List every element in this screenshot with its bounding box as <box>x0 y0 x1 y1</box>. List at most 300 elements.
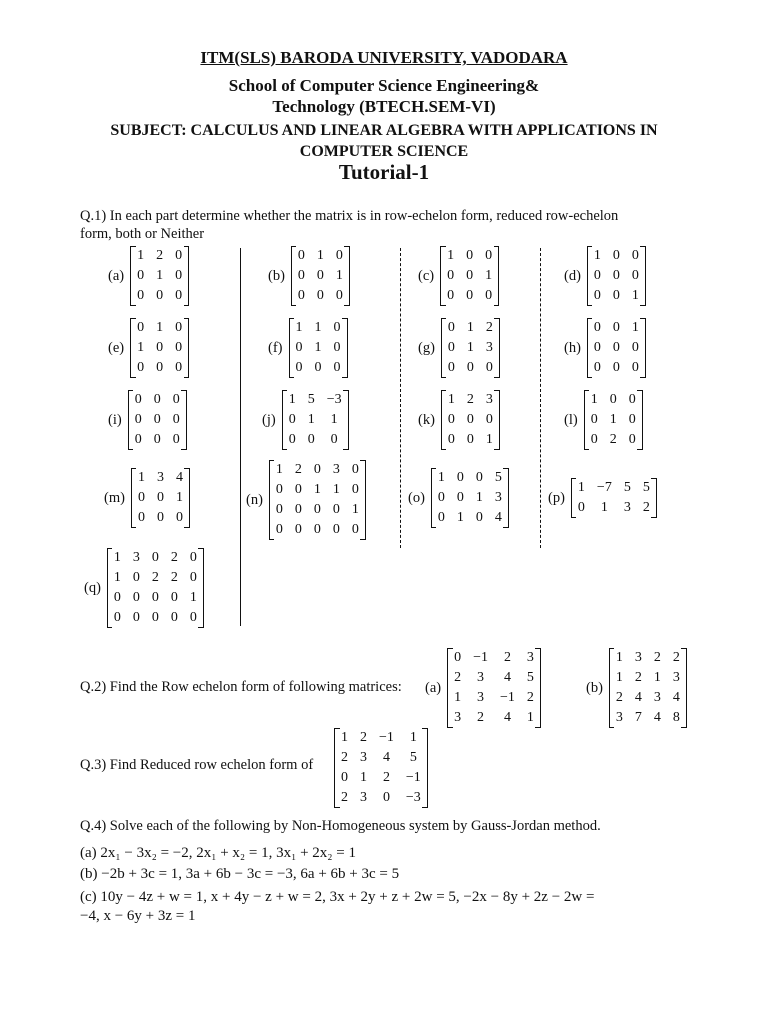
matrix-entry: 1 <box>456 510 464 525</box>
matrix-row <box>289 338 347 358</box>
matrix-row <box>107 548 203 568</box>
q4-text: Q.4) Solve each of the following by Non-Homogeneous system by Gauss-Jordan method. <box>80 818 601 834</box>
matrix-entry: 0 <box>175 360 183 375</box>
matrix-row <box>269 480 365 500</box>
matrix-entry: 0 <box>170 610 178 625</box>
q3-text: Q.3) Find Reduced row echelon form of <box>80 757 314 773</box>
matrix-grid <box>130 246 189 306</box>
matrix-entry: 0 <box>137 510 145 525</box>
matrix-entry: 0 <box>275 502 283 517</box>
matrix-label: (n) <box>246 491 263 508</box>
matrix-entry: 3 <box>494 490 502 505</box>
matrix-entry: 2 <box>526 690 534 705</box>
matrix-entry: 0 <box>297 268 305 283</box>
matrix-entry: 0 <box>294 502 302 517</box>
matrix-row <box>131 358 189 378</box>
matrix-entry: 1 <box>615 670 623 685</box>
matrix-row <box>131 266 189 286</box>
matrix-entry: 0 <box>137 288 145 303</box>
matrix-entry: 0 <box>466 360 474 375</box>
matrix-entry: 0 <box>475 510 483 525</box>
matrix-entry: 4 <box>494 510 502 525</box>
matrix-row <box>609 668 686 688</box>
matrix-entry: 2 <box>653 650 661 665</box>
matrix-row <box>289 318 347 338</box>
matrix-entry: 1 <box>156 268 164 283</box>
matrix-row <box>584 390 642 410</box>
matrix-entry: 0 <box>332 522 340 537</box>
matrix-entry: 2 <box>170 570 178 585</box>
matrix-row <box>448 708 541 728</box>
matrix-entry: 1 <box>475 490 483 505</box>
matrix-entry: 0 <box>333 340 341 355</box>
matrix-entry: −3 <box>326 392 342 407</box>
matrix-label: (m) <box>104 489 125 506</box>
matrix-grid <box>431 468 509 528</box>
matrix-entry: 0 <box>295 340 303 355</box>
matrix-row <box>587 266 645 286</box>
matrix-entry: 3 <box>132 550 140 565</box>
matrix-entry: 0 <box>172 392 180 407</box>
matrix-entry: 4 <box>653 710 661 725</box>
matrix-entry: 7 <box>634 710 642 725</box>
matrix-grid <box>441 390 500 450</box>
matrix-entry: 0 <box>447 360 455 375</box>
matrix-entry: 1 <box>485 268 493 283</box>
matrix-entry: 2 <box>156 248 164 263</box>
matrix-label: (b) <box>268 267 285 284</box>
matrix-entry: 0 <box>134 392 142 407</box>
matrix-entry: 1 <box>526 710 534 725</box>
matrix-entry: 0 <box>153 412 161 427</box>
matrix-entry: 0 <box>333 360 341 375</box>
q1-matrix-c <box>418 246 499 306</box>
matrix-row <box>609 708 686 728</box>
matrix-entry: 0 <box>628 392 636 407</box>
matrix-label: (j) <box>262 411 276 428</box>
matrix-entry: 0 <box>156 288 164 303</box>
matrix-entry: 2 <box>151 570 159 585</box>
matrix-row <box>441 266 499 286</box>
matrix-row <box>107 608 203 628</box>
matrix-entry: 0 <box>612 360 620 375</box>
matrix-entry: 0 <box>170 590 178 605</box>
matrix-entry: 1 <box>447 248 455 263</box>
matrix-entry: 0 <box>485 248 493 263</box>
matrix-entry: 2 <box>382 770 390 785</box>
matrix-label: (i) <box>108 411 122 428</box>
matrix-entry: 4 <box>503 670 511 685</box>
matrix-entry: 1 <box>631 320 639 335</box>
matrix-row <box>448 648 541 668</box>
matrix-entry: 0 <box>113 590 121 605</box>
matrix-entry: 1 <box>454 690 462 705</box>
matrix-entry: 0 <box>151 610 159 625</box>
column-divider-3 <box>540 248 541 548</box>
matrix-label: (l) <box>564 411 578 428</box>
matrix-entry: 2 <box>360 730 367 745</box>
matrix-entry: 1 <box>137 470 145 485</box>
matrix-entry: 0 <box>134 432 142 447</box>
matrix-entry: 2 <box>454 670 462 685</box>
matrix-entry: 0 <box>335 248 343 263</box>
matrix-entry: 1 <box>113 570 121 585</box>
matrix-entry: 0 <box>456 490 464 505</box>
matrix-entry: 3 <box>634 650 642 665</box>
matrix-entry: 0 <box>151 550 159 565</box>
matrix-entry: 0 <box>466 268 474 283</box>
matrix-entry: −1 <box>405 770 421 785</box>
q4-equation-c-line-1: (c) 10y − 4z + w = 1, x + 4y − z + w = 2, 3x + 2y + z + 2w = 5, −2x − 8y + 2z − 2w = <box>80 889 595 905</box>
matrix-entry: 1 <box>295 320 303 335</box>
matrix-entry: 0 <box>485 412 493 427</box>
matrix-grid <box>282 390 349 450</box>
matrix-entry: 3 <box>485 392 493 407</box>
matrix-entry: 1 <box>351 502 359 517</box>
matrix-label: (d) <box>564 267 581 284</box>
matrix-entry: 0 <box>295 360 303 375</box>
matrix-entry: 2 <box>634 670 642 685</box>
matrix-entry: 1 <box>156 320 164 335</box>
matrix-entry: 2 <box>341 750 348 765</box>
matrix-entry: 0 <box>466 248 474 263</box>
q1-matrix-m <box>104 468 190 528</box>
matrix-entry: 0 <box>590 432 598 447</box>
matrix-entry: 1 <box>314 320 322 335</box>
matrix-row <box>441 246 499 266</box>
q2-text: Q.2) Find the Row echelon form of following matrices: <box>80 679 402 695</box>
matrix-entry: 2 <box>170 550 178 565</box>
matrix-entry: 1 <box>600 500 608 515</box>
matrix-entry: 0 <box>314 360 322 375</box>
column-divider-2 <box>400 248 401 548</box>
matrix-entry: 0 <box>175 248 183 263</box>
q1-matrix-h <box>564 318 646 378</box>
q4-equation-b: (b) −2b + 3c = 1, 3a + 6b − 3c = −3, 6a + 6b + 3c = 5 <box>80 866 400 882</box>
matrix-entry: 0 <box>631 268 639 283</box>
matrix-entry: 0 <box>189 610 197 625</box>
matrix-entry: 0 <box>456 470 464 485</box>
matrix-entry: 0 <box>631 248 639 263</box>
matrix-grid <box>571 478 657 518</box>
matrix-row <box>441 318 499 338</box>
matrix-entry: 0 <box>612 340 620 355</box>
matrix-entry: 0 <box>294 482 302 497</box>
matrix-entry: 1 <box>332 482 340 497</box>
matrix-entry: 0 <box>316 268 324 283</box>
matrix-entry: −1 <box>379 730 394 745</box>
matrix-row <box>131 508 189 528</box>
matrix-entry: 1 <box>590 392 598 407</box>
matrix-label: (a) <box>425 679 442 696</box>
matrix-entry: 1 <box>137 248 145 263</box>
matrix-label: (e) <box>108 339 125 356</box>
matrix-entry: 3 <box>526 650 534 665</box>
matrix-entry: 0 <box>113 610 121 625</box>
matrix-entry: 5 <box>307 392 315 407</box>
matrix-entry: 0 <box>153 432 161 447</box>
school-line-2: Technology (BTECH.SEM-VI) <box>272 97 496 116</box>
matrix-entry: 5 <box>526 670 534 685</box>
matrix-grid <box>334 728 428 808</box>
q1-matrix-n <box>246 460 366 540</box>
school-line-1: School of Computer Science Engineering& <box>228 76 540 95</box>
matrix-entry: 0 <box>593 288 601 303</box>
matrix-row <box>282 410 348 430</box>
matrix-entry: 3 <box>360 790 367 805</box>
matrix-row <box>584 410 642 430</box>
matrix-entry: 0 <box>593 268 601 283</box>
matrix-row <box>571 478 656 498</box>
matrix-entry: 0 <box>297 248 305 263</box>
matrix-row <box>587 318 645 338</box>
matrix-entry: 0 <box>628 432 636 447</box>
matrix-entry: 0 <box>447 320 455 335</box>
matrix-entry: −3 <box>405 790 421 805</box>
matrix-entry: 0 <box>156 340 164 355</box>
matrix-entry: 1 <box>447 392 455 407</box>
matrix-entry: 1 <box>137 340 145 355</box>
matrix-grid <box>131 468 190 528</box>
matrix-entry: 0 <box>475 470 483 485</box>
q4-equation-a: (a) 2x₁ − 3x₂ = −2, 2x₁ + x₂ = 1, 3x₁ + 2x₂ = 1 <box>80 845 356 861</box>
matrix-row <box>609 688 686 708</box>
matrix-entry: 3 <box>653 690 661 705</box>
q1-matrix-b <box>268 246 350 306</box>
matrix-row <box>107 568 203 588</box>
matrix-entry: 1 <box>631 288 639 303</box>
matrix-entry: 4 <box>175 470 183 485</box>
matrix-entry: 0 <box>341 770 348 785</box>
matrix-entry: 0 <box>330 432 338 447</box>
matrix-entry: 0 <box>156 510 164 525</box>
matrix-entry: 0 <box>332 502 340 517</box>
matrix-grid <box>441 318 500 378</box>
matrix-entry: 0 <box>175 268 183 283</box>
matrix-entry: 0 <box>447 268 455 283</box>
q1-matrix-f <box>268 318 348 378</box>
matrix-entry: 0 <box>466 412 474 427</box>
matrix-grid <box>440 246 499 306</box>
matrix-entry: 1 <box>485 432 493 447</box>
subject-title <box>0 120 768 162</box>
matrix-label: (k) <box>418 411 435 428</box>
q2-matrix-a <box>425 648 541 728</box>
matrix-entry: 0 <box>172 412 180 427</box>
matrix-row <box>584 430 642 450</box>
matrix-entry: 0 <box>156 360 164 375</box>
matrix-entry: 0 <box>593 340 601 355</box>
matrix-entry: 1 <box>307 412 315 427</box>
q1-matrix-q <box>84 548 204 628</box>
matrix-entry: 5 <box>409 750 417 765</box>
matrix-entry: 2 <box>294 462 302 477</box>
matrix-entry: 0 <box>612 320 620 335</box>
matrix-row <box>289 358 347 378</box>
matrix-entry: 0 <box>275 522 283 537</box>
matrix-entry: 1 <box>653 670 661 685</box>
matrix-row <box>431 508 508 528</box>
matrix-entry: 3 <box>623 500 631 515</box>
matrix-row <box>269 520 365 540</box>
matrix-entry: 0 <box>132 570 140 585</box>
q1-matrix-a <box>108 246 189 306</box>
matrix-entry: 1 <box>330 412 338 427</box>
matrix-row <box>448 668 541 688</box>
matrix-entry: 0 <box>156 490 164 505</box>
q1-text-line-1: Q.1) In each part determine whether the matrix is in row-echelon form, reduced row-echelon <box>80 208 619 224</box>
matrix-entry: 0 <box>294 522 302 537</box>
matrix-row <box>291 286 349 306</box>
matrix-entry: 2 <box>609 432 617 447</box>
matrix-row <box>291 266 349 286</box>
matrix-entry: 5 <box>642 480 650 495</box>
matrix-entry: 1 <box>314 340 322 355</box>
matrix-row <box>441 430 499 450</box>
matrix-grid <box>584 390 643 450</box>
matrix-grid <box>107 548 204 628</box>
matrix-label: (o) <box>408 489 425 506</box>
matrix-entry: 2 <box>615 690 623 705</box>
matrix-entry: −7 <box>596 480 612 495</box>
matrix-entry: 1 <box>577 480 585 495</box>
matrix-row <box>131 318 189 338</box>
matrix-entry: 0 <box>335 288 343 303</box>
matrix-entry: 3 <box>477 670 485 685</box>
matrix-row <box>131 246 189 266</box>
matrix-entry: 1 <box>316 248 324 263</box>
matrix-label: (q) <box>84 579 101 596</box>
matrix-entry: 0 <box>612 248 620 263</box>
q1-matrix-o <box>408 468 509 528</box>
matrix-entry: 0 <box>351 482 359 497</box>
matrix-entry: 0 <box>437 490 445 505</box>
matrix-entry: 0 <box>137 360 145 375</box>
matrix-entry: 0 <box>307 432 315 447</box>
matrix-entry: 1 <box>113 550 121 565</box>
matrix-entry: 0 <box>275 482 283 497</box>
matrix-row <box>131 488 189 508</box>
q1-matrix-k <box>418 390 500 450</box>
matrix-row <box>571 498 656 518</box>
matrix-entry: 1 <box>341 730 348 745</box>
matrix-row <box>131 468 189 488</box>
matrix-entry: 0 <box>132 590 140 605</box>
matrix-label: (a) <box>108 267 125 284</box>
matrix-grid <box>269 460 366 540</box>
matrix-entry: 0 <box>577 500 585 515</box>
matrix-entry: 1 <box>175 490 183 505</box>
matrix-entry: 0 <box>485 288 493 303</box>
matrix-entry: 2 <box>503 650 511 665</box>
matrix-entry: 1 <box>466 340 474 355</box>
matrix-entry: −1 <box>473 650 488 665</box>
matrix-entry: 0 <box>593 360 601 375</box>
matrix-entry: 0 <box>447 340 455 355</box>
q4-equation-c-line-2: −4, x − 6y + 3z = 1 <box>80 908 196 924</box>
column-divider-1 <box>240 248 241 626</box>
matrix-row <box>131 286 189 306</box>
matrix-entry: 3 <box>672 670 680 685</box>
matrix-entry: 0 <box>437 510 445 525</box>
matrix-entry: 0 <box>447 432 455 447</box>
subject-line-2: COMPUTER SCIENCE <box>299 143 469 160</box>
matrix-entry: 0 <box>175 340 183 355</box>
subject-line-1: SUBJECT: CALCULUS AND LINEAR ALGEBRA WITH APPLICATIONS IN <box>110 122 658 139</box>
matrix-row <box>609 648 686 668</box>
matrix-entry: 5 <box>623 480 631 495</box>
matrix-row <box>441 410 499 430</box>
q1-matrix-l <box>564 390 643 450</box>
matrix-entry: 0 <box>189 550 197 565</box>
matrix-entry: 0 <box>590 412 598 427</box>
matrix-entry: 4 <box>672 690 680 705</box>
matrix-entry: 0 <box>447 412 455 427</box>
university-name: ITM(SLS) BARODA UNIVERSITY, VADODARA <box>200 48 568 67</box>
matrix-entry: 0 <box>382 790 390 805</box>
matrix-row <box>587 338 645 358</box>
matrix-entry: 0 <box>189 570 197 585</box>
q1-matrix-j <box>262 390 349 450</box>
matrix-entry: 3 <box>485 340 493 355</box>
matrix-entry: 0 <box>288 432 296 447</box>
matrix-entry: 0 <box>631 340 639 355</box>
matrix-entry: 5 <box>494 470 502 485</box>
matrix-row <box>587 358 645 378</box>
matrix-entry: 0 <box>351 522 359 537</box>
matrix-entry: 3 <box>477 690 485 705</box>
matrix-entry: 2 <box>485 320 493 335</box>
matrix-row <box>269 460 365 480</box>
matrix-entry: 1 <box>615 650 623 665</box>
matrix-entry: 8 <box>672 710 680 725</box>
q1-matrix-p <box>548 478 657 518</box>
matrix-entry: 0 <box>153 392 161 407</box>
matrix-entry: 3 <box>615 710 623 725</box>
matrix-label: (g) <box>418 339 435 356</box>
matrix-entry: 2 <box>341 790 348 805</box>
q2-matrix-b <box>586 648 687 728</box>
matrix-entry: 0 <box>485 360 493 375</box>
matrix-entry: 0 <box>466 432 474 447</box>
matrix-entry: −1 <box>500 690 515 705</box>
matrix-row <box>282 430 348 450</box>
matrix-label: (c) <box>418 267 435 284</box>
matrix-entry: 1 <box>593 248 601 263</box>
q1-matrix-e <box>108 318 189 378</box>
matrix-row <box>335 728 428 748</box>
matrix-entry: 0 <box>175 288 183 303</box>
matrix-entry: 0 <box>466 288 474 303</box>
matrix-row <box>335 768 428 788</box>
matrix-entry: 0 <box>612 268 620 283</box>
matrix-grid <box>587 246 646 306</box>
matrix-entry: 3 <box>156 470 164 485</box>
matrix-entry: 0 <box>609 392 617 407</box>
matrix-entry: 1 <box>437 470 445 485</box>
matrix-entry: 0 <box>631 360 639 375</box>
matrix-row <box>269 500 365 520</box>
matrix-entry: 3 <box>332 462 340 477</box>
matrix-entry: 0 <box>175 510 183 525</box>
matrix-entry: 4 <box>382 750 390 765</box>
matrix-row <box>431 488 508 508</box>
matrix-entry: 0 <box>447 288 455 303</box>
q1-matrix-i <box>108 390 187 450</box>
matrix-entry: 1 <box>609 412 617 427</box>
matrix-entry: 0 <box>151 590 159 605</box>
matrix-entry: 0 <box>297 288 305 303</box>
